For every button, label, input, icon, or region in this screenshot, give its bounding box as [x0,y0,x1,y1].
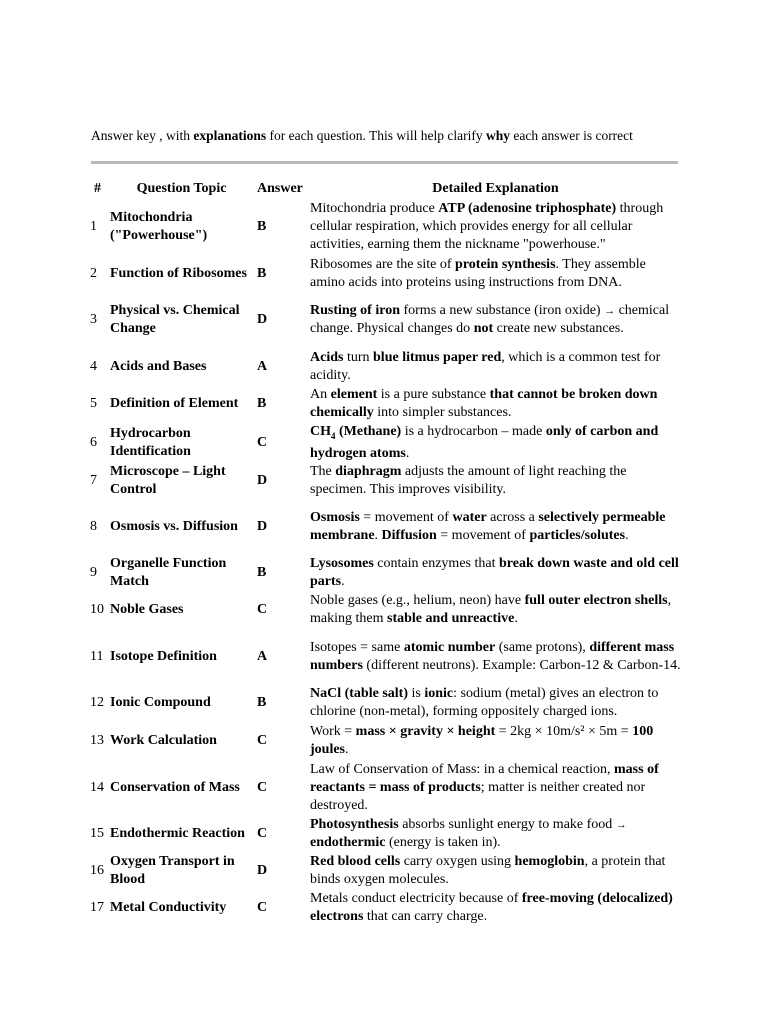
answer-letter: B [257,218,267,234]
table-row [88,463,683,499]
table-row [88,629,683,685]
table-row [88,722,683,760]
answer-letter: A [257,648,268,664]
question-number: 17 [90,899,104,915]
explanation-segment: Law of Conservation of Mass: in a chemical reaction, [310,761,615,777]
explanation-segment: ionic [424,686,454,702]
explanation-segment: Isotopes = same [310,639,404,655]
table-row [88,499,683,555]
explanation-segment: Noble gases (e.g., helium, neon) have [310,593,525,609]
explanation-segment: mass of reactants = mass of products [310,761,659,795]
answer-letter: A [257,358,268,374]
explanation-segment: across a [486,509,539,525]
answer-key-table [88,179,683,927]
table-row [88,760,683,816]
explanation-segment: , which is a common test for acidity. [310,349,661,383]
explanation-segment: different mass numbers [310,639,675,673]
question-number: 6 [90,434,97,450]
explanation-segment: An [310,387,331,402]
explanation-segment: = movement of [436,527,530,543]
explanation-segment: Osmosis [310,509,360,525]
explanation-segment: create new substances. [493,321,624,336]
explanation-segment: protein synthesis [455,256,556,272]
question-topic: Metal Conductivity [110,899,227,915]
question-number: 12 [90,695,104,711]
explanation-segment: adjusts the amount of light reaching the specimen. This improves visibility. [310,463,627,497]
question-number: 16 [90,862,104,878]
explanation-segment: Photosynthesis [310,817,399,833]
question-number: 9 [90,565,97,581]
table-row [88,423,683,463]
explanation-segment: Mitochondria produce [310,200,439,216]
question-number: 10 [90,602,104,618]
explanation-segment: not [473,321,494,336]
explanation-segment: . [374,527,382,543]
explanation-segment: (Methane) [335,424,402,439]
table-row [88,348,683,385]
intro-text-part: Answer key , with [91,128,194,143]
question-topic: Acids and Bases [110,358,207,374]
explanation-segment: full outer electron shells [524,593,668,609]
table-row [88,292,683,348]
detailed-explanation [308,385,683,423]
answer-letter: D [257,518,268,534]
detailed-explanation [308,722,683,760]
column-header-answer: Answer [257,181,303,196]
detailed-explanation [308,760,683,816]
question-topic: Osmosis vs. Diffusion [110,518,238,534]
explanation-segment: diaphragm [335,463,402,479]
explanation-segment: free-moving (delocalized) electrons [310,890,673,924]
table-row [88,255,683,292]
explanation-segment: absorbs sunlight energy to make food [398,817,616,833]
intro-text-part: for each question. This will help clarify [266,128,486,143]
detailed-explanation [308,348,683,385]
explanation-segment: endothermic [310,835,386,851]
explanation-segment: Ribosomes are the site of [310,256,456,272]
explanation-segment: break down waste and old cell parts [310,556,679,590]
question-topic: Definition of Element [110,396,239,411]
explanation-segment: Lysosomes [310,556,374,572]
question-number: 3 [90,312,97,327]
question-topic: Mitochondria ("Powerhouse") [110,209,208,243]
question-number: 1 [90,218,97,234]
column-header-explanation: Detailed Explanation [432,181,559,196]
column-header-topic: Question Topic [136,181,227,196]
explanation-segment: NaCl (table salt) [310,686,408,702]
question-topic: Isotope Definition [110,648,217,664]
intro-emphasis-explanations: explanations [193,128,267,143]
detailed-explanation [308,499,683,555]
explanation-segment: . They assemble amino acids into proteins using instructions from DNA. [310,256,646,290]
answer-letter: D [257,312,268,327]
detailed-explanation [308,463,683,499]
explanation-segment: , making them [310,593,672,627]
explanation-segment: The [310,463,336,479]
question-topic: Ionic Compound [110,695,211,711]
explanation-segment: (energy is taken in). [385,835,501,851]
intro-text-part: each answer is correct [509,128,633,143]
question-topic: Hydrocarbon Identification [110,425,191,459]
table-header-row [88,179,683,198]
table-row [88,853,683,889]
table-row [88,889,683,927]
question-topic: Oxygen Transport in Blood [110,853,235,887]
table-row [88,555,683,592]
explanation-segment: mass × gravity × height [355,723,496,739]
explanation-segment: Metals conduct electricity because of [310,890,522,906]
explanation-segment: : sodium (metal) gives an electron to chlorine (non-metal), forming oppositely charged ions. [310,686,659,720]
answer-letter: B [257,695,267,711]
explanation-segment: turn [343,349,374,365]
question-topic: Function of Ribosomes [110,265,247,281]
explanation-segment: → [615,819,627,832]
question-topic: Physical vs. Chemical Change [110,303,240,336]
explanation-segment: . [625,527,629,543]
question-topic: Conservation of Mass [110,779,240,795]
detailed-explanation [308,555,683,592]
explanation-segment: is [408,686,425,702]
intro-emphasis-why: why [485,128,510,143]
column-header-number: # [94,181,101,196]
answer-letter: C [257,779,268,795]
explanation-segment: . [345,741,349,757]
explanation-segment: ATP (adenosine triphosphate) [438,200,617,216]
question-number: 7 [90,472,97,488]
explanation-segment: , a protein that binds oxygen molecules. [310,853,666,887]
explanation-segment: Acids [310,349,344,365]
explanation-segment: chemical change. Physical changes do [310,303,670,336]
detailed-explanation [308,629,683,685]
explanation-segment: blue litmus paper red [373,349,502,365]
detailed-explanation [308,816,683,853]
explanation-segment: . [341,574,345,590]
explanation-segment: 100 joules [310,723,654,757]
table-row [88,816,683,853]
explanation-segment: stable and unreactive [387,611,515,627]
answer-letter: C [257,732,268,748]
explanation-segment: 4 [331,430,336,441]
explanation-segment: ; matter is neither created nor destroyed. [310,779,646,813]
explanation-segment: through cellular respiration, which provides energy for all cellular activities, earning them the nickname "powerhouse." [310,200,664,252]
question-number: 15 [90,826,104,842]
question-number: 11 [90,648,104,664]
question-number: 4 [90,358,97,374]
horizontal-rule [91,161,678,164]
answer-letter: C [257,899,268,915]
explanation-segment: that can carry charge. [363,908,488,924]
answer-letter: B [257,396,267,411]
question-number: 5 [90,396,97,411]
question-topic: Microscope – Light Control [110,463,226,497]
intro-text [91,128,691,144]
answer-letter: C [257,826,268,842]
explanation-segment: = movement of [359,509,453,525]
explanation-segment: Red blood cells [310,853,401,869]
table-row [88,685,683,722]
explanation-segment: forms a new substance (iron oxide) [399,303,605,318]
explanation-segment: contain enzymes that [373,556,499,572]
question-number: 2 [90,265,97,281]
answer-letter: B [257,565,267,581]
question-topic: Endothermic Reaction [110,826,245,842]
explanation-segment: element [330,387,378,402]
question-topic: Noble Gases [110,602,184,618]
explanation-segment: hemoglobin [514,853,585,869]
explanation-segment: . [405,445,410,461]
detailed-explanation [308,292,683,348]
explanation-segment: Rusting of iron [310,303,400,318]
explanation-segment: particles/solutes [529,527,626,543]
detailed-explanation [308,592,683,629]
answer-letter: B [257,265,267,281]
question-number: 13 [90,732,104,748]
question-topic: Organelle Function Match [110,556,227,590]
explanation-segment: is a pure substance [377,387,490,402]
explanation-segment: into simpler substances. [373,405,512,420]
explanation-segment: atomic number [403,639,496,655]
detailed-explanation [308,853,683,889]
detailed-explanation [308,685,683,722]
answer-letter: C [257,602,268,618]
explanation-segment: CH [310,424,331,439]
explanation-segment: is a hydrocarbon – made [401,424,546,439]
explanation-segment: → [604,305,616,317]
question-number: 8 [90,518,97,534]
explanation-segment: only of carbon and hydrogen atoms [310,424,659,461]
table-row [88,198,683,255]
question-topic: Work Calculation [110,732,217,748]
question-number: 14 [90,779,104,795]
detailed-explanation [308,423,683,463]
detailed-explanation [308,889,683,927]
explanation-segment: . [514,611,518,627]
explanation-segment: water [452,509,487,525]
table-row [88,592,683,629]
detailed-explanation [308,255,683,292]
explanation-segment: (different neutrons). Example: Carbon-12 & Carbon-14. [362,657,681,673]
explanation-segment: selectively permeable membrane [310,509,666,543]
explanation-segment: (same protons), [495,639,590,655]
table-body [88,198,683,927]
explanation-segment: = 2kg × 10m/s² × 5m = [495,723,633,739]
explanation-segment: Diffusion [381,527,437,543]
explanation-segment: carry oxygen using [400,853,515,869]
table-row [88,385,683,423]
answer-letter: D [257,472,268,488]
detailed-explanation [308,198,683,255]
answer-letter: C [257,434,268,450]
explanation-segment: Work = [310,723,356,739]
explanation-segment: that cannot be broken down chemically [310,387,658,420]
answer-letter: D [257,862,268,878]
